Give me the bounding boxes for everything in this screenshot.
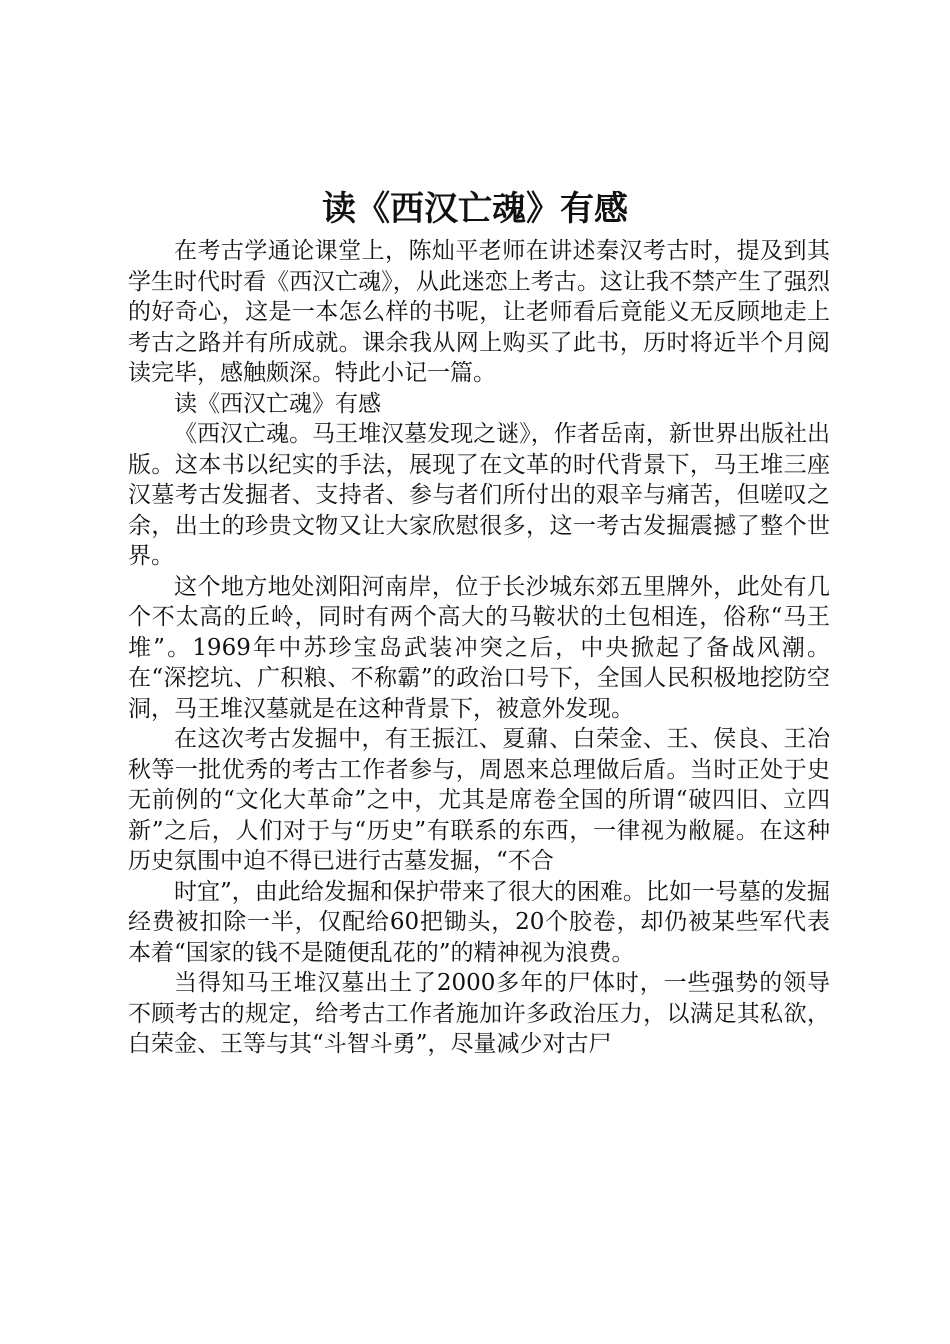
paragraph-difficulties: 时宜”，由此给发掘和保护带来了很大的困难。比如一号墓的发掘经费被扣除一半，仅配给60把锄头，20个胶卷，却仍被某些军代表本着“国家的钱不是随便乱花的”的精神视为浪费。: [128, 878, 830, 966]
document-title: 读《西汉亡魂》有感: [322, 189, 628, 229]
paragraph-intro: 在考古学通论课堂上，陈灿平老师在讲述秦汉考古时，提及到其学生时代时看《西汉亡魂》，从此迷恋上考古。这让我不禁产生了强烈的好奇心，这是一本怎么样的书呢，让老师看后竟能义无反顾地走上考古之路并有所成就。课余我从网上购买了此书，历时将近半个月阅读完毕，感触颇深。特此小记一篇。: [128, 238, 830, 386]
paragraph-excavation: 在这次考古发掘中，有王振江、夏鼐、白荣金、王、侯良、王冶秋等一批优秀的考古工作者参与，周恩来总理做后盾。当时正处于史无前例的“文化大革命”之中，尤其是席卷全国的所谓“破四旧、立四新”之后，人们对于与“历史”有联系的东西，一律视为敝屣。在这种历史氛围中迫不得已进行古墓发掘，“不合: [128, 726, 830, 874]
paragraph-corpse: 当得知马王堆汉墓出土了2000多年的尸体时，一些强势的领导不顾考古的规定，给考古工作者施加许多政治压力，以满足其私欲，白荣金、王等与其“斗智斗勇”，尽量减少对古尸: [128, 970, 830, 1057]
paragraph-subheading: 读《西汉亡魂》有感: [174, 390, 381, 417]
document-body: [128, 236, 830, 1060]
paragraph-book-info: 《西汉亡魂。马王堆汉墓发现之谜》，作者岳南，新世界出版社出版。这本书以纪实的手法，展现了在文革的时代背景下，马王堆三座汉墓考古发掘者、支持者、参与者们所付出的艰辛与痛苦，但嗟叹之余，出土的珍贵文物又让大家欣慰很多，这一考古发掘震撼了整个世界。: [128, 421, 830, 569]
paragraph-location: 这个地方地处浏阳河南岸，位于长沙城东郊五里牌外，此处有几个不太高的丘岭，同时有两个高大的马鞍状的土包相连，俗称“马王堆”。1969年中苏珍宝岛武装冲突之后，中央掀起了备战风潮。在“深挖坑、广积粮、不称霸”的政治口号下，全国人民积极地挖防空洞，马王堆汉墓就是在这种背景下，被意外发现。: [128, 573, 830, 722]
